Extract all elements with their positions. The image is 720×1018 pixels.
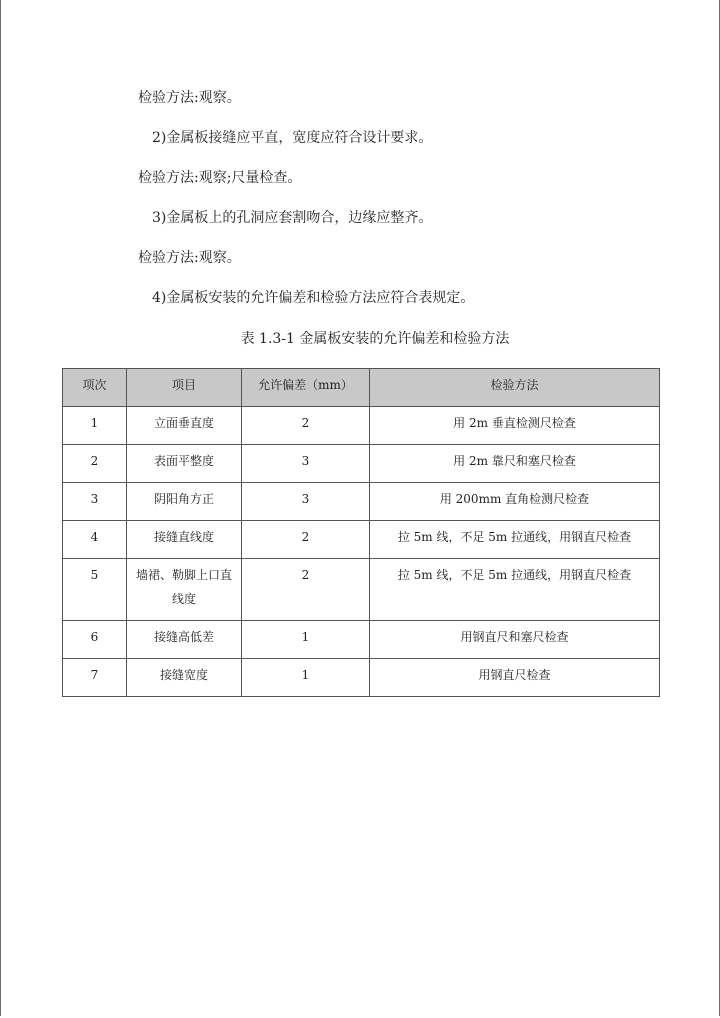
cell-item: 阴阳角方正 — [127, 483, 242, 521]
cell-tolerance: 2 — [242, 559, 370, 621]
cell-method: 用 2m 垂直检测尺检查 — [370, 407, 660, 445]
cell-tolerance: 2 — [242, 521, 370, 559]
cell-tolerance: 2 — [242, 407, 370, 445]
cell-method: 用 2m 靠尺和塞尺检查 — [370, 445, 660, 483]
header-tolerance: 允许偏差（mm） — [242, 369, 370, 407]
cell-tolerance: 3 — [242, 445, 370, 483]
table-header-row — [63, 369, 660, 407]
cell-method: 拉 5m 线，不足 5m 拉通线，用钢直尺检查 — [370, 559, 660, 621]
table-row — [63, 559, 660, 621]
tolerance-table — [62, 368, 660, 697]
cell-tolerance: 1 — [242, 659, 370, 697]
table-row — [63, 407, 660, 445]
paragraph-item-3: 3)金属板上的孔洞应套割吻合，边缘应整齐。 — [152, 210, 433, 226]
table-caption: 表 1.3-1 金属板安装的允许偏差和检验方法 — [240, 331, 510, 347]
paragraph-item-4: 4)金属板安装的允许偏差和检验方法应符合表规定。 — [152, 290, 475, 306]
cell-item: 表面平整度 — [127, 445, 242, 483]
cell-no: 3 — [63, 483, 127, 521]
cell-item: 墙裙、勒脚上口直线度 — [127, 559, 242, 621]
paragraph-item-2: 2)金属板接缝应平直，宽度应符合设计要求。 — [152, 130, 433, 146]
cell-no: 5 — [63, 559, 127, 621]
table-row — [63, 483, 660, 521]
cell-no: 4 — [63, 521, 127, 559]
cell-item: 立面垂直度 — [127, 407, 242, 445]
table-row — [63, 621, 660, 659]
table-row — [63, 445, 660, 483]
cell-tolerance: 1 — [242, 621, 370, 659]
table-row — [63, 521, 660, 559]
table-row — [63, 659, 660, 697]
cell-item: 接缝高低差 — [127, 621, 242, 659]
paragraph-inspection-method-2: 检验方法:观察;尺量检查。 — [138, 170, 302, 186]
cell-item: 接缝直线度 — [127, 521, 242, 559]
header-item-no: 项次 — [63, 369, 127, 407]
header-item: 项目 — [127, 369, 242, 407]
cell-method: 用 200mm 直角检测尺检查 — [370, 483, 660, 521]
header-method: 检验方法 — [370, 369, 660, 407]
paragraph-inspection-method-3: 检验方法:观察。 — [138, 250, 241, 266]
cell-tolerance: 3 — [242, 483, 370, 521]
cell-method: 用钢直尺检查 — [370, 659, 660, 697]
cell-method: 拉 5m 线，不足 5m 拉通线，用钢直尺检查 — [370, 521, 660, 559]
cell-item: 接缝宽度 — [127, 659, 242, 697]
cell-no: 2 — [63, 445, 127, 483]
cell-method: 用钢直尺和塞尺检查 — [370, 621, 660, 659]
cell-no: 1 — [63, 407, 127, 445]
paragraph-inspection-method-1: 检验方法:观察。 — [138, 90, 241, 106]
cell-no: 7 — [63, 659, 127, 697]
cell-no: 6 — [63, 621, 127, 659]
